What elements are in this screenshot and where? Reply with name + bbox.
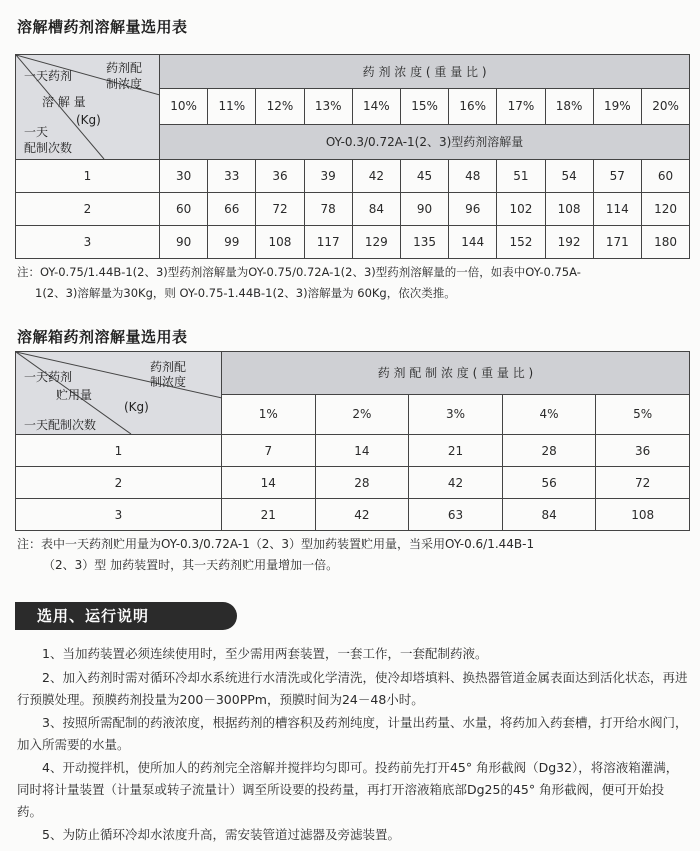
table1-value-cell: 152 [497,226,545,259]
table1-note-line2: 1(2、3)溶解量为30Kg，则 OY-0.75-1.44B-1(2、3)溶解量为 60Kg，依次类推。 [35,286,456,300]
table1-value-cell: 102 [497,193,545,226]
table1-value-cell: 84 [352,193,400,226]
table2-value-cell: 14 [222,467,316,499]
table1-corner-bottom-1: 一天 [24,125,49,139]
table1-value-cell: 108 [256,226,304,259]
table1-value-cell: 117 [304,226,352,259]
instruction-paragraph: 3、按照所需配制的药液浓度，根据药剂的槽容积及药剂纯度，计量出药量、水量，将药加入药套槽，打开给水阀门，加入所需要的水量。 [17,715,688,752]
table1-value-cell: 144 [449,226,497,259]
table2-value-cell: 7 [222,435,316,467]
table1-value-cell: 66 [208,193,256,226]
table-row [16,160,690,193]
table2-corner-unit: (Kg) [124,400,149,414]
table1-value-cell: 33 [208,160,256,193]
table1-value-cell: 36 [256,160,304,193]
table1-value-cell: 72 [256,193,304,226]
table2-value-cell: 42 [409,467,503,499]
table1-corner-bottom-2: 配制次数 [24,141,73,155]
table1-value-cell: 108 [545,193,593,226]
table2-times-cell: 1 [16,435,222,467]
table1-corner-top-right-1: 药剂配 [106,61,143,75]
table1-value-cell: 60 [641,160,689,193]
table1-conc-cell: 13% [304,89,352,124]
table1-corner-unit: (Kg) [76,113,101,127]
table-row [16,435,690,467]
table1-conc-header: 药 剂 浓 度 ( 重 量 比 ) [160,55,690,89]
table1-conc-cell: 15% [400,89,448,124]
table1-subheader: OY-0.3/0.72A-1(2、3)型药剂溶解量 [160,124,690,159]
table1-value-cell: 39 [304,160,352,193]
table2-title: 溶解箱药剂溶解量选用表 [17,328,188,346]
table1-value-cell: 51 [497,160,545,193]
table1-conc-cell: 19% [593,89,641,124]
table2-note [17,534,689,576]
section-banner [15,602,237,630]
table2-conc-cell: 5% [596,394,690,435]
table1-conc-cell: 11% [208,89,256,124]
table1-corner-mid: 溶 解 量 [42,95,86,109]
table1-conc-cell: 20% [641,89,689,124]
table2-times-cell: 2 [16,467,222,499]
table2-note-line1: 注：表中一天药剂贮用量为OY-0.3/0.72A-1（2、3）型加药装置贮用量，当采用OY-0.6/1.44B-1 [17,537,535,551]
table1-corner-top-left: 一天药剂 [24,69,73,83]
table1 [15,54,690,259]
table1-note-line1: 注：OY-0.75/1.44B-1(2、3)型药剂溶解量为OY-0.75/0.72A-1(2、3)型药剂溶解量的一倍，如表中OY-0.75A- [17,265,581,279]
table1-corner-top-right-2: 制浓度 [106,77,143,91]
table1-value-cell: 90 [400,193,448,226]
table-row [16,193,690,226]
table1-value-cell: 192 [545,226,593,259]
table2-value-cell: 42 [315,499,409,531]
table-row [16,226,690,259]
table1-value-cell: 171 [593,226,641,259]
table2-value-cell: 108 [596,499,690,531]
table1-value-cell: 114 [593,193,641,226]
table1-value-cell: 57 [593,160,641,193]
table1-note [17,262,689,304]
table1-corner-header [16,55,160,160]
table2-conc-cell: 1% [222,394,316,435]
table1-value-cell: 180 [641,226,689,259]
table1-value-cell: 78 [304,193,352,226]
table1-value-cell: 60 [160,193,208,226]
table2-value-cell: 84 [502,499,596,531]
table1-times-cell: 1 [16,160,160,193]
table2-value-cell: 56 [502,467,596,499]
table1-value-cell: 96 [449,193,497,226]
table2-corner-top-left: 一天药剂 [24,370,73,384]
table2-value-cell: 28 [315,467,409,499]
table2-conc-cell: 2% [315,394,409,435]
table2-value-cell: 72 [596,467,690,499]
table2-value-cell: 36 [596,435,690,467]
table2-note-line2: （2、3）型 加药装置时，其一天药剂贮用量增加一倍。 [43,558,339,572]
table2 [15,351,690,531]
table2-value-cell: 21 [409,435,503,467]
table2-conc-cell: 4% [502,394,596,435]
table-row [16,499,690,531]
table2-corner-top-right-1: 药剂配 [150,360,187,374]
section-title: 选用、运行说明 [37,607,150,625]
instruction-paragraph: 5、为防止循环冷却水浓度升高，需安装管道过滤器及旁滤装置。 [42,827,400,842]
table1-value-cell: 120 [641,193,689,226]
table2-corner-bottom: 一天配制次数 [24,418,97,432]
instruction-paragraph: 1、当加药装置必须连续使用时，至少需用两套装置，一套工作，一套配制药液。 [42,646,488,661]
table2-corner-top-right-2: 制浓度 [150,375,187,389]
table1-value-cell: 99 [208,226,256,259]
table1-value-cell: 45 [400,160,448,193]
table1-conc-cell: 10% [160,89,208,124]
table1-value-cell: 54 [545,160,593,193]
table2-conc-header: 药 剂 配 制 浓 度 ( 重 量 比 ) [222,352,690,395]
instruction-paragraph: 2、加入药剂时需对循环冷却水系统进行水清洗或化学清洗，使冷却塔填料、换热器管道金属表面达到活化状态，再进行预膜处理。预膜药剂投量为200－300PPm，预膜时间为24－48小时。 [17,670,688,707]
table2-corner-header [16,352,222,435]
table1-times-cell: 3 [16,226,160,259]
table2-value-cell: 14 [315,435,409,467]
table1-value-cell: 42 [352,160,400,193]
instruction-paragraph: 4、开动搅拌机，使所加人的药剂完全溶解并搅拌均匀即可。投药前先打开45° 角形截阀（Dg32），将溶液箱灌满，同时将计量装置（计量泵或转子流量计）调至所设要的投药量，再打开溶液箱底部Dg25的45° 角形截阀，便可开始投药。 [17,760,679,819]
table1-conc-cell: 17% [497,89,545,124]
table2-conc-cell: 3% [409,394,503,435]
table1-value-cell: 129 [352,226,400,259]
table1-conc-cell: 12% [256,89,304,124]
table1-times-cell: 2 [16,193,160,226]
table2-corner-mid: 贮用量 [56,388,93,402]
table2-value-cell: 21 [222,499,316,531]
table2-value-cell: 63 [409,499,503,531]
table1-value-cell: 48 [449,160,497,193]
table1-value-cell: 90 [160,226,208,259]
table1-conc-cell: 14% [352,89,400,124]
table-row [16,467,690,499]
table1-value-cell: 30 [160,160,208,193]
table2-times-cell: 3 [16,499,222,531]
table1-value-cell: 135 [400,226,448,259]
table1-title: 溶解槽药剂溶解量选用表 [17,18,188,36]
table1-conc-cell: 16% [449,89,497,124]
table1-conc-cell: 18% [545,89,593,124]
table2-value-cell: 28 [502,435,596,467]
